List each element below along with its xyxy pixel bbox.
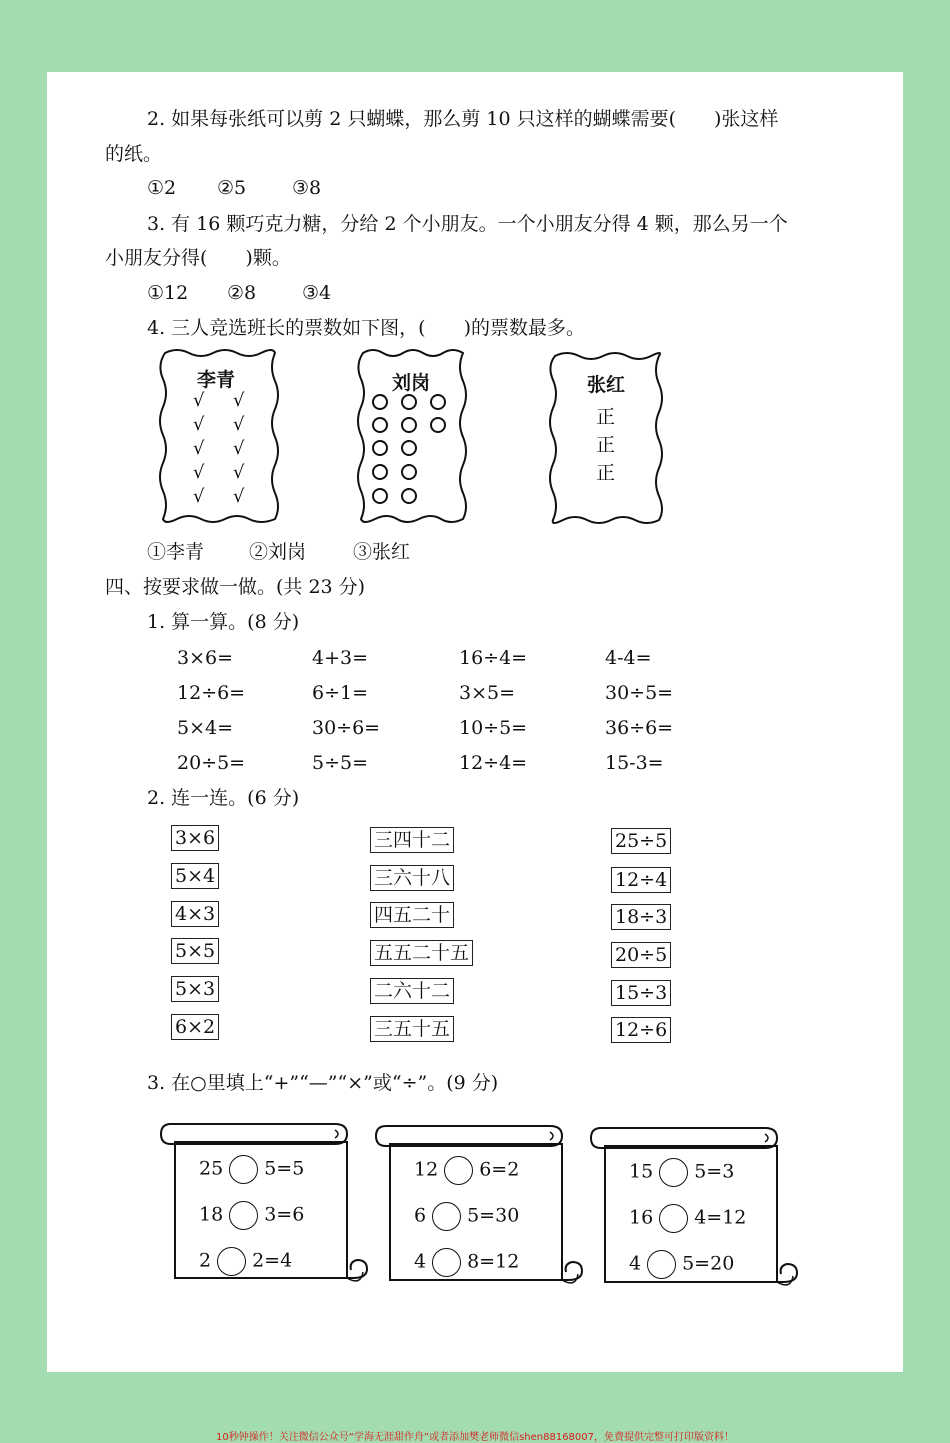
match-left-box[interactable]: 4×3 bbox=[171, 901, 219, 927]
match-middle-box[interactable]: 二六十二 bbox=[370, 978, 454, 1004]
check-mark: √ bbox=[233, 438, 245, 459]
match-middle-box[interactable]: 三五十五 bbox=[370, 1016, 454, 1042]
section4-title: 四、按要求做一做。(共 23 分) bbox=[105, 576, 366, 598]
match-right-box[interactable]: 18÷3 bbox=[611, 904, 671, 930]
match-left-box[interactable]: 6×2 bbox=[171, 1014, 219, 1040]
q3-option-1: ①12 bbox=[147, 282, 189, 304]
check-mark: √ bbox=[193, 414, 205, 435]
operand-a: 4 bbox=[414, 1250, 427, 1273]
calc-item: 30÷5= bbox=[605, 682, 674, 704]
match-left-box[interactable]: 5×3 bbox=[171, 976, 219, 1002]
operand-a: 16 bbox=[629, 1206, 654, 1229]
q2-option-1: ①2 bbox=[147, 177, 177, 199]
calc-title: 1. 算一算。(8 分) bbox=[147, 611, 300, 633]
q4-option-3: ③张红 bbox=[353, 541, 411, 563]
answer-circle[interactable] bbox=[229, 1201, 258, 1230]
calc-item: 10÷5= bbox=[459, 717, 528, 739]
answer-circle[interactable] bbox=[432, 1202, 461, 1231]
match-left-box[interactable]: 3×6 bbox=[171, 825, 219, 851]
match-right-box[interactable]: 12÷4 bbox=[611, 867, 671, 893]
q4-option-2: ②刘岗 bbox=[249, 541, 307, 563]
check-mark: √ bbox=[193, 390, 205, 411]
calc-item: 3×6= bbox=[177, 647, 234, 669]
operand-b: 3=6 bbox=[264, 1203, 305, 1226]
scroll-3-row-2 bbox=[629, 1204, 746, 1233]
operand-a: 4 bbox=[629, 1252, 642, 1275]
footer-notice: 10秒钟操作！关注微信公众号“学海无涯甜作舟”或者添加樊老师微信shen88168007，免费提供完整可打印版资料！ bbox=[215, 1432, 735, 1443]
check-mark: √ bbox=[193, 486, 205, 507]
check-mark: √ bbox=[233, 486, 245, 507]
answer-circle[interactable] bbox=[432, 1248, 461, 1277]
operand-b: 5=5 bbox=[264, 1157, 305, 1180]
tally-mark: 正 bbox=[596, 406, 616, 428]
q4-text: 4. 三人竞选班长的票数如下图，( )的票数最多。 bbox=[147, 317, 585, 339]
calc-item: 36÷6= bbox=[605, 717, 674, 739]
answer-circle[interactable] bbox=[444, 1156, 473, 1185]
scroll-2-row-1 bbox=[414, 1156, 519, 1185]
match-right-box[interactable]: 20÷5 bbox=[611, 942, 671, 968]
vote-card-liu-marks bbox=[367, 390, 457, 510]
scroll-1-row-1 bbox=[199, 1155, 304, 1184]
q2-line2: 的纸。 bbox=[105, 143, 163, 165]
match-right-box[interactable]: 15÷3 bbox=[611, 980, 671, 1006]
operand-b: 5=30 bbox=[467, 1204, 520, 1227]
operand-a: 15 bbox=[629, 1160, 654, 1183]
q2-line1: 2. 如果每张纸可以剪 2 只蝴蝶，那么剪 10 只这样的蝴蝶需要( )张这样 bbox=[147, 108, 779, 130]
operand-a: 12 bbox=[414, 1158, 439, 1181]
calc-item: 30÷6= bbox=[312, 717, 381, 739]
vote-card-liu-name: 刘岗 bbox=[392, 372, 431, 394]
calc-item: 5÷5= bbox=[312, 752, 369, 774]
q3-option-2: ②8 bbox=[227, 282, 257, 304]
operand-b: 2=4 bbox=[252, 1249, 293, 1272]
match-middle-box[interactable]: 五五二十五 bbox=[370, 940, 473, 966]
operand-b: 4=12 bbox=[694, 1206, 747, 1229]
fill-title: 3. 在○里填上“+”“—”“×”或“÷”。(9 分) bbox=[147, 1072, 499, 1094]
calc-item: 12÷6= bbox=[177, 682, 246, 704]
operand-a: 2 bbox=[199, 1249, 212, 1272]
calc-item: 6÷1= bbox=[312, 682, 369, 704]
tally-mark: 正 bbox=[596, 462, 616, 484]
match-middle-box[interactable]: 三六十八 bbox=[370, 865, 454, 891]
calc-item: 5×4= bbox=[177, 717, 234, 739]
operand-b: 6=2 bbox=[479, 1158, 520, 1181]
match-left-box[interactable]: 5×5 bbox=[171, 938, 219, 964]
operand-b: 8=12 bbox=[467, 1250, 520, 1273]
vote-card-li-name: 李青 bbox=[197, 369, 236, 391]
match-right-box[interactable]: 12÷6 bbox=[611, 1017, 671, 1043]
match-middle-box[interactable]: 三四十二 bbox=[370, 827, 454, 853]
check-mark: √ bbox=[233, 462, 245, 483]
scroll-2-row-2 bbox=[414, 1202, 519, 1231]
check-mark: √ bbox=[193, 462, 205, 483]
q2-option-2: ②5 bbox=[217, 177, 247, 199]
answer-circle[interactable] bbox=[659, 1204, 688, 1233]
q3-option-3: ③4 bbox=[302, 282, 332, 304]
operand-a: 6 bbox=[414, 1204, 427, 1227]
operand-a: 18 bbox=[199, 1203, 224, 1226]
q2-option-3: ③8 bbox=[292, 177, 322, 199]
scroll-1-row-2 bbox=[199, 1201, 304, 1230]
answer-circle[interactable] bbox=[647, 1250, 676, 1279]
operand-a: 25 bbox=[199, 1157, 224, 1180]
calc-item: 3×5= bbox=[459, 682, 516, 704]
match-title: 2. 连一连。(6 分) bbox=[147, 787, 300, 809]
calc-item: 12÷4= bbox=[459, 752, 528, 774]
scroll-2-row-3 bbox=[414, 1248, 519, 1277]
check-mark: √ bbox=[233, 390, 245, 411]
match-right-box[interactable]: 25÷5 bbox=[611, 828, 671, 854]
q4-option-1: ①李青 bbox=[147, 541, 205, 563]
check-mark: √ bbox=[233, 414, 245, 435]
operand-b: 5=3 bbox=[694, 1160, 735, 1183]
scroll-1-row-3 bbox=[199, 1247, 292, 1276]
q3-line1: 3. 有 16 颗巧克力糖，分给 2 个小朋友。一个小朋友分得 4 颗，那么另一个 bbox=[147, 213, 788, 235]
answer-circle[interactable] bbox=[659, 1158, 688, 1187]
vote-card-zhang-name: 张红 bbox=[587, 374, 626, 396]
calc-item: 16÷4= bbox=[459, 647, 528, 669]
scroll-3-row-1 bbox=[629, 1158, 734, 1187]
operand-b: 5=20 bbox=[682, 1252, 735, 1275]
calc-item: 15-3= bbox=[605, 752, 664, 774]
answer-circle[interactable] bbox=[229, 1155, 258, 1184]
q3-line2: 小朋友分得( )颗。 bbox=[105, 247, 291, 269]
calc-item: 4-4= bbox=[605, 647, 652, 669]
answer-circle[interactable] bbox=[217, 1247, 246, 1276]
tally-mark: 正 bbox=[596, 434, 616, 456]
match-left-box[interactable]: 5×4 bbox=[171, 863, 219, 889]
calc-item: 20÷5= bbox=[177, 752, 246, 774]
check-mark: √ bbox=[193, 438, 205, 459]
scroll-3-row-3 bbox=[629, 1250, 734, 1279]
calc-item: 4+3= bbox=[312, 647, 369, 669]
worksheet-page bbox=[47, 72, 903, 1372]
match-middle-box[interactable]: 四五二十 bbox=[370, 902, 454, 928]
